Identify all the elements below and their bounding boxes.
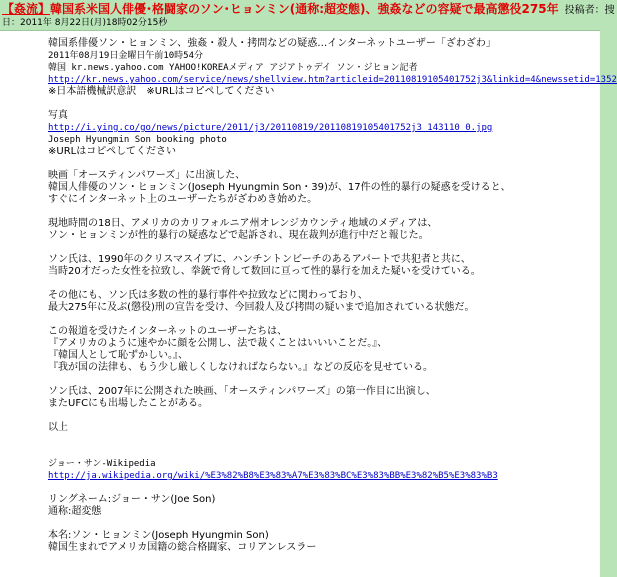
body-text-line: すぐにインターネット上のユーザーたちがざわめき始めた。 — [48, 194, 318, 205]
blank-line — [48, 206, 596, 218]
poster-label: 投稿者： — [564, 5, 605, 16]
body-text-line: 通称:超変態 — [48, 506, 102, 517]
body-text-line: 韓国系俳優ソン・ヒョンミン、強姦・殺人・拷問などの疑惑…インターネットユーザー「ざわざわ」 — [48, 38, 496, 49]
body-text-line: ※日本語機械訳意訳 ※URLはコピペしてください — [48, 86, 275, 97]
post-body-panel — [0, 30, 617, 577]
post-date: 日：2011年 8月22日(月)18時02分15秒 — [2, 18, 168, 28]
post-body — [48, 38, 617, 554]
body-text-line: ソン・ヒョンミンが性的暴行の疑惑などで起訴され、現在裁判が進行中だと報じた。 — [48, 230, 429, 241]
blank-line — [48, 374, 596, 386]
body-text-line: ソン氏は、2007年に公開された映画、「オースティンパワーズ」の第一作目に出演し、 — [48, 386, 436, 397]
body-text-line: 韓国生まれでアメリカ国籍の総合格闘家、コリアンレスラー — [48, 542, 317, 553]
blank-line — [48, 278, 596, 290]
body-text-line: 『アメリカのように速やかに顔を公開し、法で裁くことはいいいことだ。』、 — [48, 338, 388, 349]
post-header — [0, 0, 615, 30]
blank-line — [48, 434, 596, 446]
body-text-line: Joseph Hyungmin Son booking photo — [48, 135, 227, 145]
body-text-line: ※URLはコピペしてください — [48, 146, 177, 157]
post-title-link[interactable] — [2, 2, 559, 16]
url-line — [48, 470, 596, 482]
body-text-line: 写真 — [48, 110, 68, 121]
body-text-line: 本名:ソン・ヒョンミン(Joseph Hyungmin Son) — [48, 530, 269, 541]
body-text-line: その他にも、ソン氏は多数の性的暴行事件や拉致などに関わっており、 — [48, 290, 368, 301]
body-text-line: 現地時間の18日、アメリカのカリフォルニア州オレンジカウンティ地域のメディアは、 — [48, 218, 438, 229]
body-text-line: ソン氏は、1990年のクリスマスイブに、ハンチントンビーチのあるアパートで共犯者と共に、 — [48, 254, 471, 265]
body-text-line: 韓国人俳優のソン・ヒョンミン(Joseph Hyungmin Son・39)が、17件の性的暴行の疑惑を受けると、 — [48, 182, 511, 193]
body-text-line: リングネーム:ジョー・サン(Joe Son) — [48, 494, 216, 505]
blank-line — [48, 482, 596, 494]
body-text-line: この報道を受けたインターネットのユーザーたちは、 — [48, 326, 288, 337]
url-link[interactable]: http://ja.wikipedia.org/wiki/%E3%82%B8%E3%83%A7%E3%83%BC%E3%83%BB%E3%82%B5%E3%83%B3 — [48, 471, 498, 481]
blank-line — [48, 314, 596, 326]
body-text-line: 以上 — [48, 422, 68, 433]
body-text-line: 映画「オースティンパワーズ」に出演した、 — [48, 170, 246, 181]
blank-line — [48, 98, 596, 110]
blank-line — [48, 158, 596, 170]
body-text-line: 最大275年に及ぶ(懲役)刑の宣告を受け、今回殺人及び拷問の疑いまで追加されている状態だ。 — [48, 302, 475, 313]
post-title[interactable]: 韓国系米国人俳優･格闘家のソン･ヒョンミン(通称:超変態)、強姦などの容疑で最高懲役275年 — [50, 2, 559, 16]
poster-info — [565, 5, 615, 16]
poster-name: 捜 — [604, 5, 615, 16]
body-text-line: またUFCにも出場したことがある。 — [48, 398, 209, 409]
url-link[interactable]: http://i.ying.co/go/news/picture/2011/j3/20110819/20110819105401752j3_143110_0.jpg — [48, 123, 493, 133]
blank-line — [48, 410, 596, 422]
url-line — [48, 122, 596, 134]
body-text-line: ジョー・サン-Wikipedia — [48, 459, 156, 469]
blank-line — [48, 242, 596, 254]
post-tag[interactable]: 【姦流】 — [2, 2, 51, 16]
body-text-line: 2011年08月19日金曜日午前10時54分 — [48, 51, 204, 61]
blank-line — [48, 518, 596, 530]
url-link[interactable]: http://kr.news.yahoo.com/service/news/shellview.htm?articleid=20110819105401752j3&linkid=4&newssetid=1352 — [48, 75, 617, 85]
body-text-line: 『我が国の法律も、もう少し厳しくしなければならない。』などの反応を見せている。 — [48, 362, 433, 373]
body-text-line: 『韓国人として恥ずかしい。』、 — [48, 350, 188, 361]
body-text-line: 韓国 kr.news.yahoo.com YAHOO!KOREAメディア アジアトゥデイ ソン・ジヒョン記者 — [48, 63, 418, 73]
blank-line — [48, 446, 596, 458]
body-text-line: 当時20才だった女性を拉致し、拳銃で脅して数回に亘って性的暴行を加えた疑いを受けている。 — [48, 266, 481, 277]
url-line — [48, 74, 617, 86]
